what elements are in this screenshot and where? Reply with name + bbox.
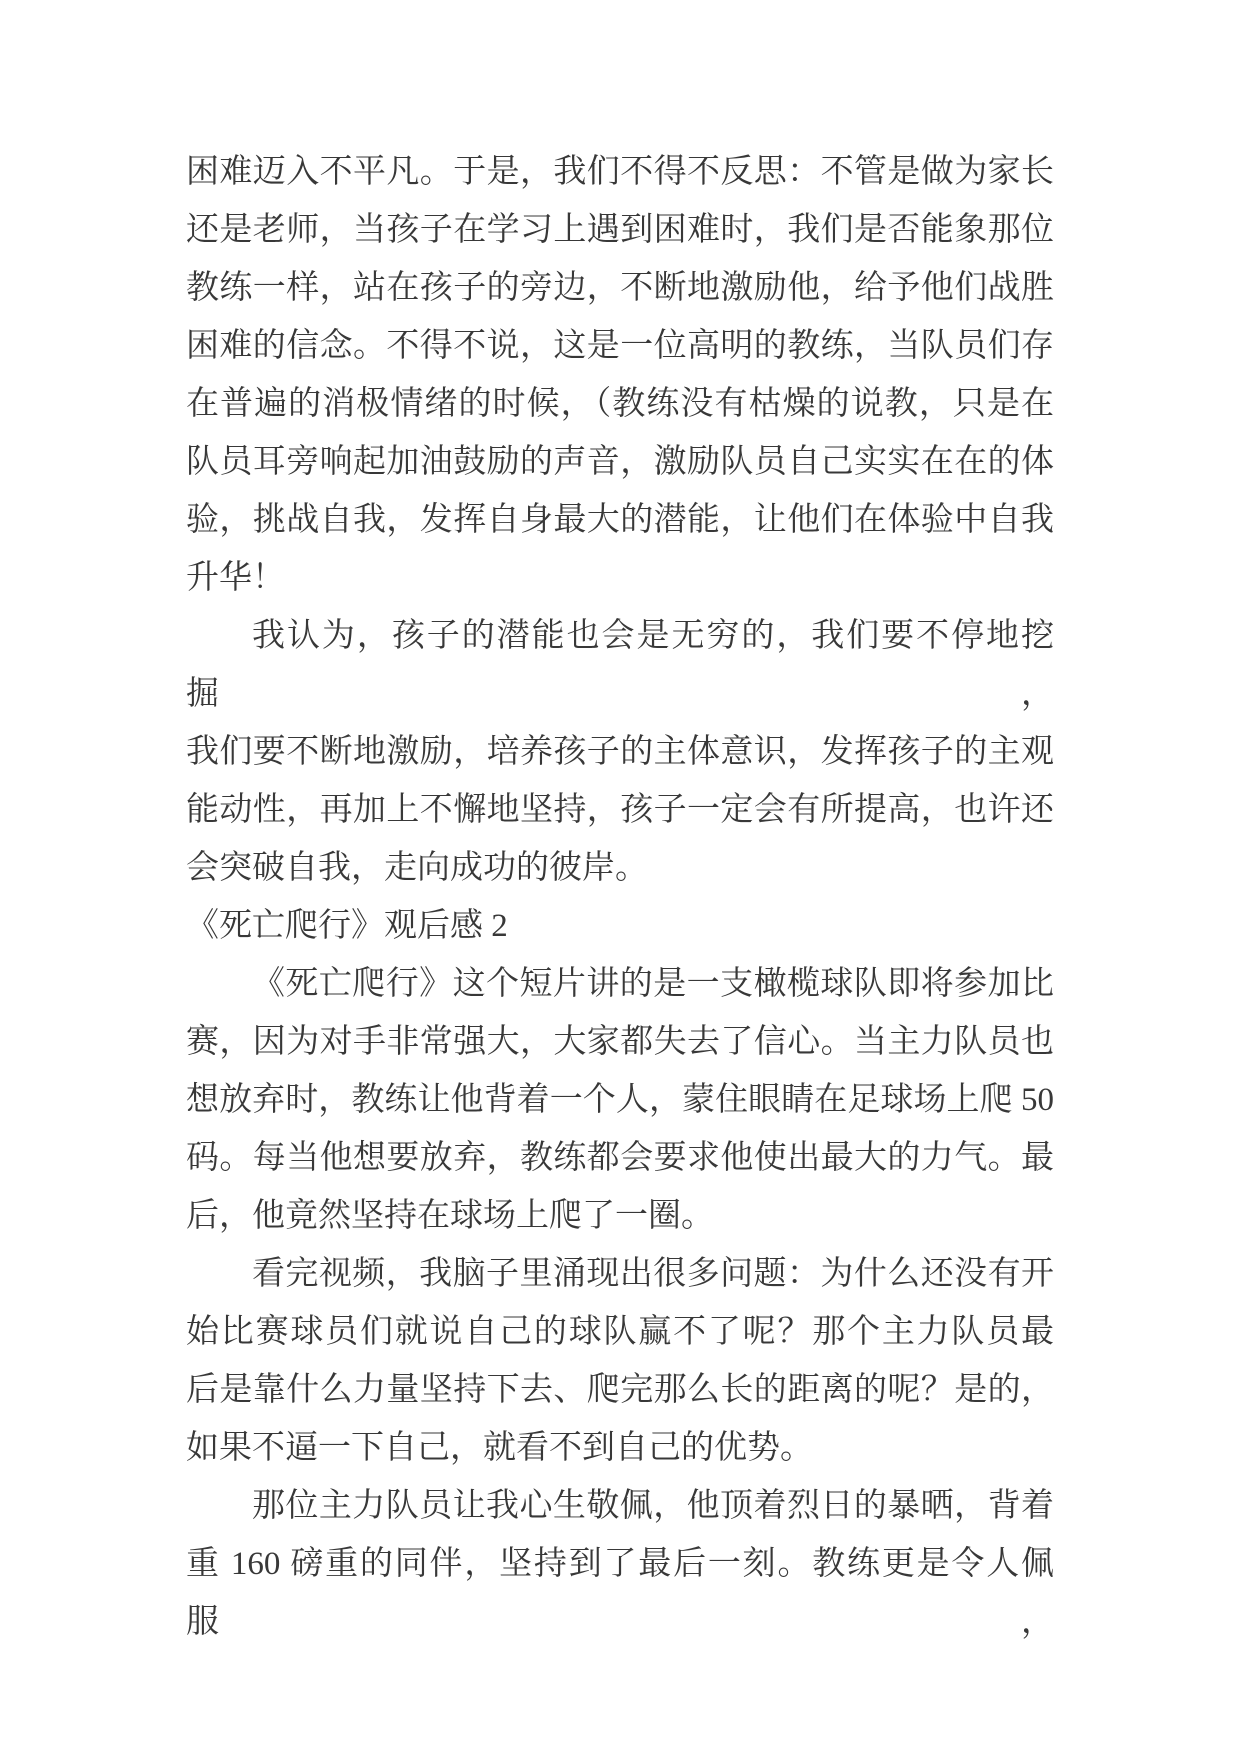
text-line: 我们要不断地激励，培养孩子的主体意识，发挥孩子的主观: [186, 734, 1054, 770]
text-line: 能动性，再加上不懈地坚持，孩子一定会有所提高，也许还: [186, 792, 1054, 828]
text-line: 困难的信念。不得不说，这是一位高明的教练，当队员们存: [186, 328, 1054, 364]
text-line: 后是靠什么力量坚持下去、爬完那么长的距离的呢？是的，: [186, 1372, 1054, 1408]
section-heading: 《死亡爬行》观后感 2: [186, 908, 508, 944]
text-line: 困难迈入不平凡。于是，我们不得不反思：不管是做为家长: [186, 154, 1054, 190]
text-line: 想放弃时，教练让他背着一个人，蒙住眼睛在足球场上爬 50: [186, 1082, 1054, 1118]
text-line: 重 160 磅重的同伴，坚持到了最后一刻。教练更是令人佩服，: [186, 1546, 1054, 1640]
text-line: 教练一样，站在孩子的旁边，不断地激励他，给予他们战胜: [186, 270, 1054, 306]
text-line: 会突破自我，走向成功的彼岸。: [186, 850, 648, 886]
text-line: 码。每当他想要放弃，教练都会要求他使出最大的力气。最: [186, 1140, 1054, 1176]
text-line: 后，他竟然坚持在球场上爬了一圈。: [186, 1198, 714, 1234]
text-line: 那位主力队员让我心生敬佩，他顶着烈日的暴晒，背着: [252, 1488, 1054, 1524]
text-line: 升华！: [186, 560, 285, 596]
text-line: 如果不逼一下自己，就看不到自己的优势。: [186, 1430, 813, 1466]
text-line: 还是老师，当孩子在学习上遇到困难时，我们是否能象那位: [186, 212, 1054, 248]
text-line: 看完视频，我脑子里涌现出很多问题：为什么还没有开: [252, 1256, 1054, 1292]
text-block: [186, 143, 1054, 1651]
text-line: 赛，因为对手非常强大，大家都失去了信心。当主力队员也: [186, 1024, 1054, 1060]
text-line: 验，挑战自我，发挥自身最大的潜能，让他们在体验中自我: [186, 502, 1054, 538]
text-line: 队员耳旁响起加油鼓励的声音，激励队员自己实实在在的体: [186, 444, 1054, 480]
text-line: 我认为，孩子的潜能也会是无穷的，我们要不停地挖掘，: [186, 618, 1054, 712]
text-line: 始比赛球员们就说自己的球队赢不了呢？那个主力队员最: [186, 1314, 1054, 1350]
text-line: 在普遍的消极情绪的时候，（教练没有枯燥的说教，只是在: [186, 386, 1054, 422]
text-line: 《死亡爬行》这个短片讲的是一支橄榄球队即将参加比: [252, 966, 1054, 1002]
